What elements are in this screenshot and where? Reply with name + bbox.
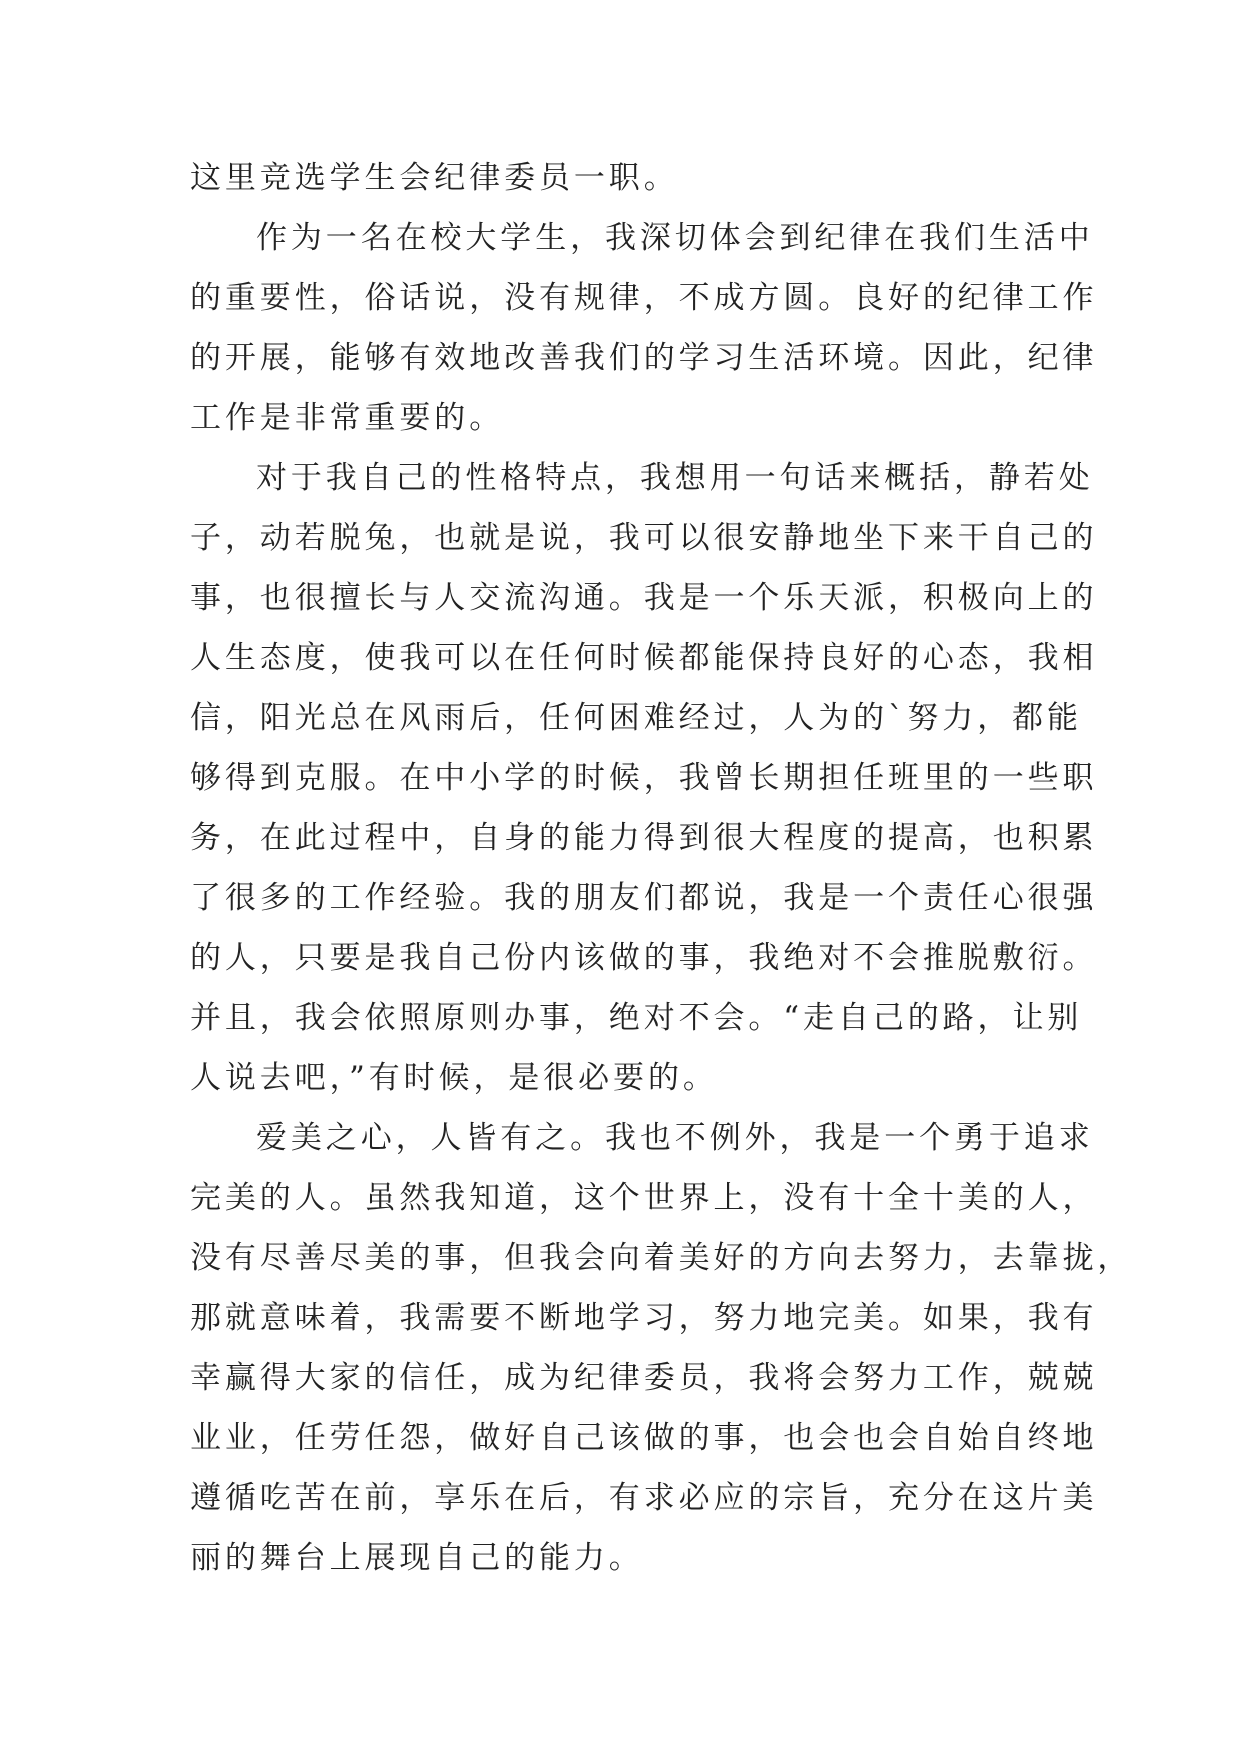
text-line: 了很多的工作经验。我的朋友们都说，我是一个责任心很强: [190, 880, 1098, 916]
paragraph-first-line: 对于我自己的性格特点，我想用一句话来概括，静若处: [256, 460, 1094, 496]
paragraph-first-line: 作为一名在校大学生，我深切体会到纪律在我们生活中: [256, 220, 1094, 256]
text-line: 业业，任劳任怨，做好自己该做的事，也会也会自始自终地: [190, 1420, 1098, 1456]
text-line: 务，在此过程中，自身的能力得到很大程度的提高，也积累: [190, 820, 1098, 856]
text-line: 完美的人。虽然我知道，这个世界上，没有十全十美的人，: [190, 1180, 1098, 1216]
text-line: 人说去吧，”有时候，是很必要的。: [190, 1060, 718, 1096]
text-line: 子，动若脱兔，也就是说，我可以很安静地坐下来干自己的: [190, 520, 1098, 556]
text-line: 工作是非常重要的。: [190, 400, 505, 436]
text-line: 够得到克服。在中小学的时候，我曾长期担任班里的一些职: [190, 760, 1098, 796]
text-line: 遵循吃苦在前，享乐在后，有求必应的宗旨，充分在这片美: [190, 1480, 1098, 1516]
paragraph-first-line: 爱美之心，人皆有之。我也不例外，我是一个勇于追求: [256, 1120, 1094, 1156]
text-line: 幸赢得大家的信任，成为纪律委员，我将会努力工作，兢兢: [190, 1360, 1098, 1396]
text-line: 人生态度，使我可以在任何时候都能保持良好的心态，我相: [190, 640, 1098, 676]
text-line: 的重要性，俗话说，没有规律，不成方圆。良好的纪律工作: [190, 280, 1098, 316]
text-line: 信，阳光总在风雨后，任何困难经过，人为的`努力，都能: [190, 700, 1082, 736]
text-line: 没有尽善尽美的事，但我会向着美好的方向去努力，去靠拢，: [190, 1240, 1133, 1276]
body-text: [190, 158, 1133, 1598]
text-line: 并且，我会依照原则办事，绝对不会。“走自己的路，让别: [190, 1000, 1083, 1036]
text-line: 这里竞选学生会纪律委员一职。: [190, 160, 679, 196]
text-line: 事，也很擅长与人交流沟通。我是一个乐天派，积极向上的: [190, 580, 1098, 616]
text-line: 的开展，能够有效地改善我们的学习生活环境。因此，纪律: [190, 340, 1098, 376]
text-line: 那就意味着，我需要不断地学习，努力地完美。如果，我有: [190, 1300, 1098, 1336]
text-line: 的人，只要是我自己份内该做的事，我绝对不会推脱敷衍。: [190, 940, 1098, 976]
text-line: 丽的舞台上展现自己的能力。: [190, 1540, 644, 1576]
